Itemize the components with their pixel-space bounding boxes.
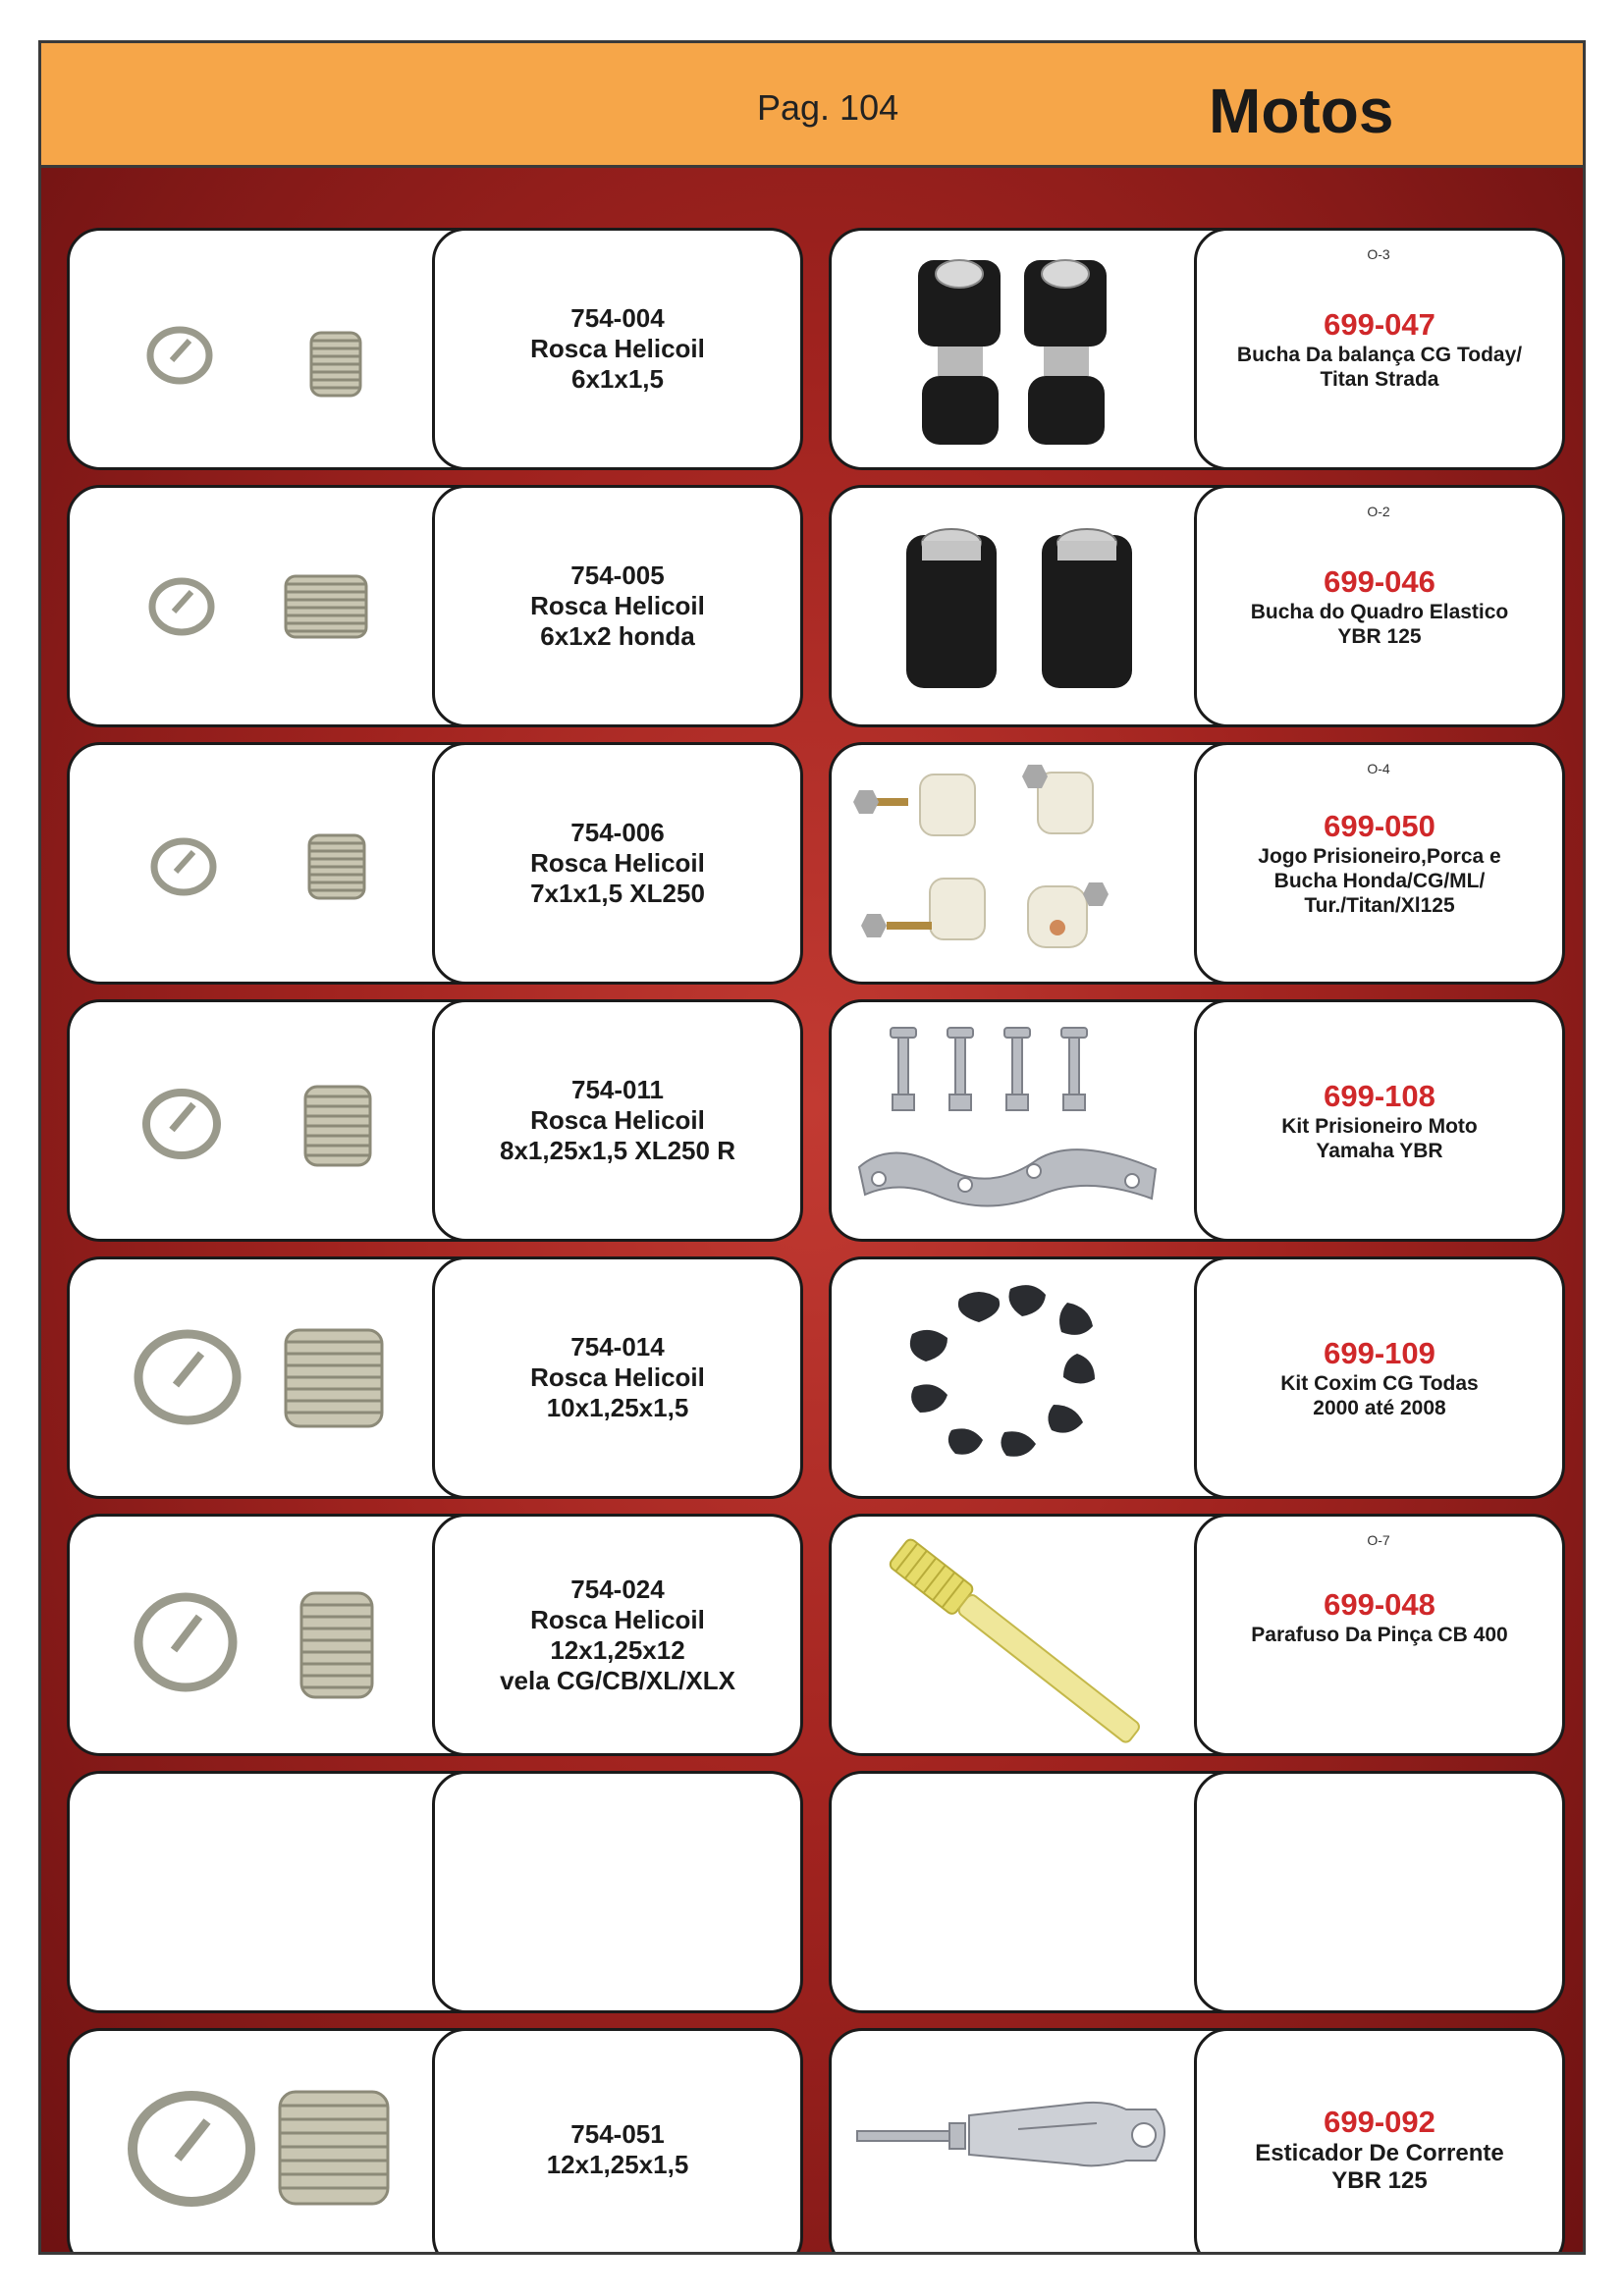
product-code: 754-005: [570, 561, 665, 590]
product-description: Rosca Helicoil 10x1,25x1,5: [530, 1362, 705, 1422]
bushing-image: [832, 488, 1194, 724]
product-code: 699-108: [1324, 1078, 1435, 1113]
section-title: Motos: [1209, 76, 1394, 146]
product-description: Kit Prisioneiro Moto Yamaha YBR: [1281, 1114, 1478, 1162]
product-card-754-014[interactable]: [67, 1256, 801, 1499]
product-code: 699-109: [1324, 1335, 1435, 1370]
stud-kit-image: [832, 745, 1194, 982]
stud-kit-image: [832, 1002, 1194, 1239]
catalog-page: [38, 40, 1586, 2255]
location-tag: O-4: [1367, 761, 1390, 776]
helicoil-image: [70, 745, 432, 982]
product-card-699-047[interactable]: [829, 228, 1563, 470]
damper-kit-image: [832, 1259, 1194, 1496]
product-description: Rosca Helicoil 6x1x2 honda: [530, 591, 705, 651]
product-code: 754-004: [570, 303, 665, 333]
location-tag: O-7: [1367, 1532, 1390, 1548]
product-code: 754-014: [570, 1332, 665, 1362]
product-card-754-011[interactable]: [67, 999, 801, 1242]
product-info: [435, 1517, 800, 1753]
product-description: Bucha Da balança CG Today/ Titan Strada: [1236, 343, 1523, 391]
product-info: [1197, 231, 1562, 467]
product-info: [1197, 1517, 1562, 1753]
helicoil-image: [70, 2031, 432, 2255]
product-description: Esticador De Corrente YBR 125: [1255, 2139, 1504, 2194]
product-description: Rosca Helicoil 12x1,25x12 vela CG/CB/XL/XLX: [500, 1604, 735, 1695]
product-info: [1197, 745, 1562, 982]
location-tag: O-3: [1367, 246, 1390, 262]
helicoil-image: [70, 488, 432, 724]
product-description: Rosca Helicoil 8x1,25x1,5 XL250 R: [500, 1105, 735, 1165]
page-header: [41, 43, 1583, 168]
product-card-754-005[interactable]: [67, 485, 801, 727]
product-code: 754-024: [570, 1574, 665, 1604]
product-card-699-092[interactable]: [829, 2028, 1563, 2255]
chain-adjuster-image: [832, 2031, 1194, 2255]
product-description: 12x1,25x1,5: [546, 2149, 689, 2179]
product-code: 699-047: [1324, 306, 1435, 342]
empty-product-card: [67, 1771, 801, 2013]
product-card-699-109[interactable]: [829, 1256, 1563, 1499]
product-info: [1197, 1002, 1562, 1239]
product-info: [435, 2031, 800, 2255]
helicoil-image: [70, 231, 432, 467]
product-description: Jogo Prisioneiro,Porca e Bucha Honda/CG/ML/ Tur./Titan/Xl125: [1258, 845, 1501, 917]
product-code: 754-006: [570, 818, 665, 847]
product-code: 699-048: [1324, 1587, 1435, 1622]
empty-product-card: [829, 1771, 1563, 2013]
product-info: [1197, 2031, 1562, 2255]
product-card-754-006[interactable]: [67, 742, 801, 985]
bushing-image: [832, 231, 1194, 467]
product-description: Rosca Helicoil 7x1x1,5 XL250: [530, 848, 705, 908]
product-info: [1197, 1259, 1562, 1496]
product-info: [1197, 488, 1562, 724]
product-card-754-051[interactable]: [67, 2028, 801, 2255]
product-info: [435, 1002, 800, 1239]
product-info: [435, 745, 800, 982]
product-card-699-046[interactable]: [829, 485, 1563, 727]
catalog-body: [41, 168, 1583, 2252]
product-info: [435, 488, 800, 724]
caliper-bolt-image: [832, 1517, 1194, 1753]
product-card-754-004[interactable]: [67, 228, 801, 470]
product-card-754-024[interactable]: [67, 1514, 801, 1756]
product-description: Bucha do Quadro Elastico YBR 125: [1250, 600, 1509, 648]
helicoil-image: [70, 1002, 432, 1239]
product-card-699-108[interactable]: [829, 999, 1563, 1242]
product-card-699-050[interactable]: [829, 742, 1563, 985]
product-description: Rosca Helicoil 6x1x1,5: [530, 334, 705, 394]
product-code: 699-092: [1324, 2104, 1435, 2139]
page-number: Pag. 104: [757, 87, 899, 128]
product-description: Parafuso Da Pinça CB 400: [1251, 1624, 1508, 1646]
product-code: 754-011: [571, 1075, 664, 1104]
helicoil-image: [70, 1259, 432, 1496]
product-card-699-048[interactable]: [829, 1514, 1563, 1756]
product-code: 754-051: [570, 2118, 665, 2149]
helicoil-image: [70, 1517, 432, 1753]
product-code: 699-050: [1324, 809, 1435, 843]
product-description: Kit Coxim CG Todas 2000 até 2008: [1280, 1371, 1479, 1419]
location-tag: O-2: [1367, 504, 1390, 519]
product-info: [435, 1259, 800, 1496]
product-info: [435, 231, 800, 467]
product-code: 699-046: [1324, 563, 1435, 599]
